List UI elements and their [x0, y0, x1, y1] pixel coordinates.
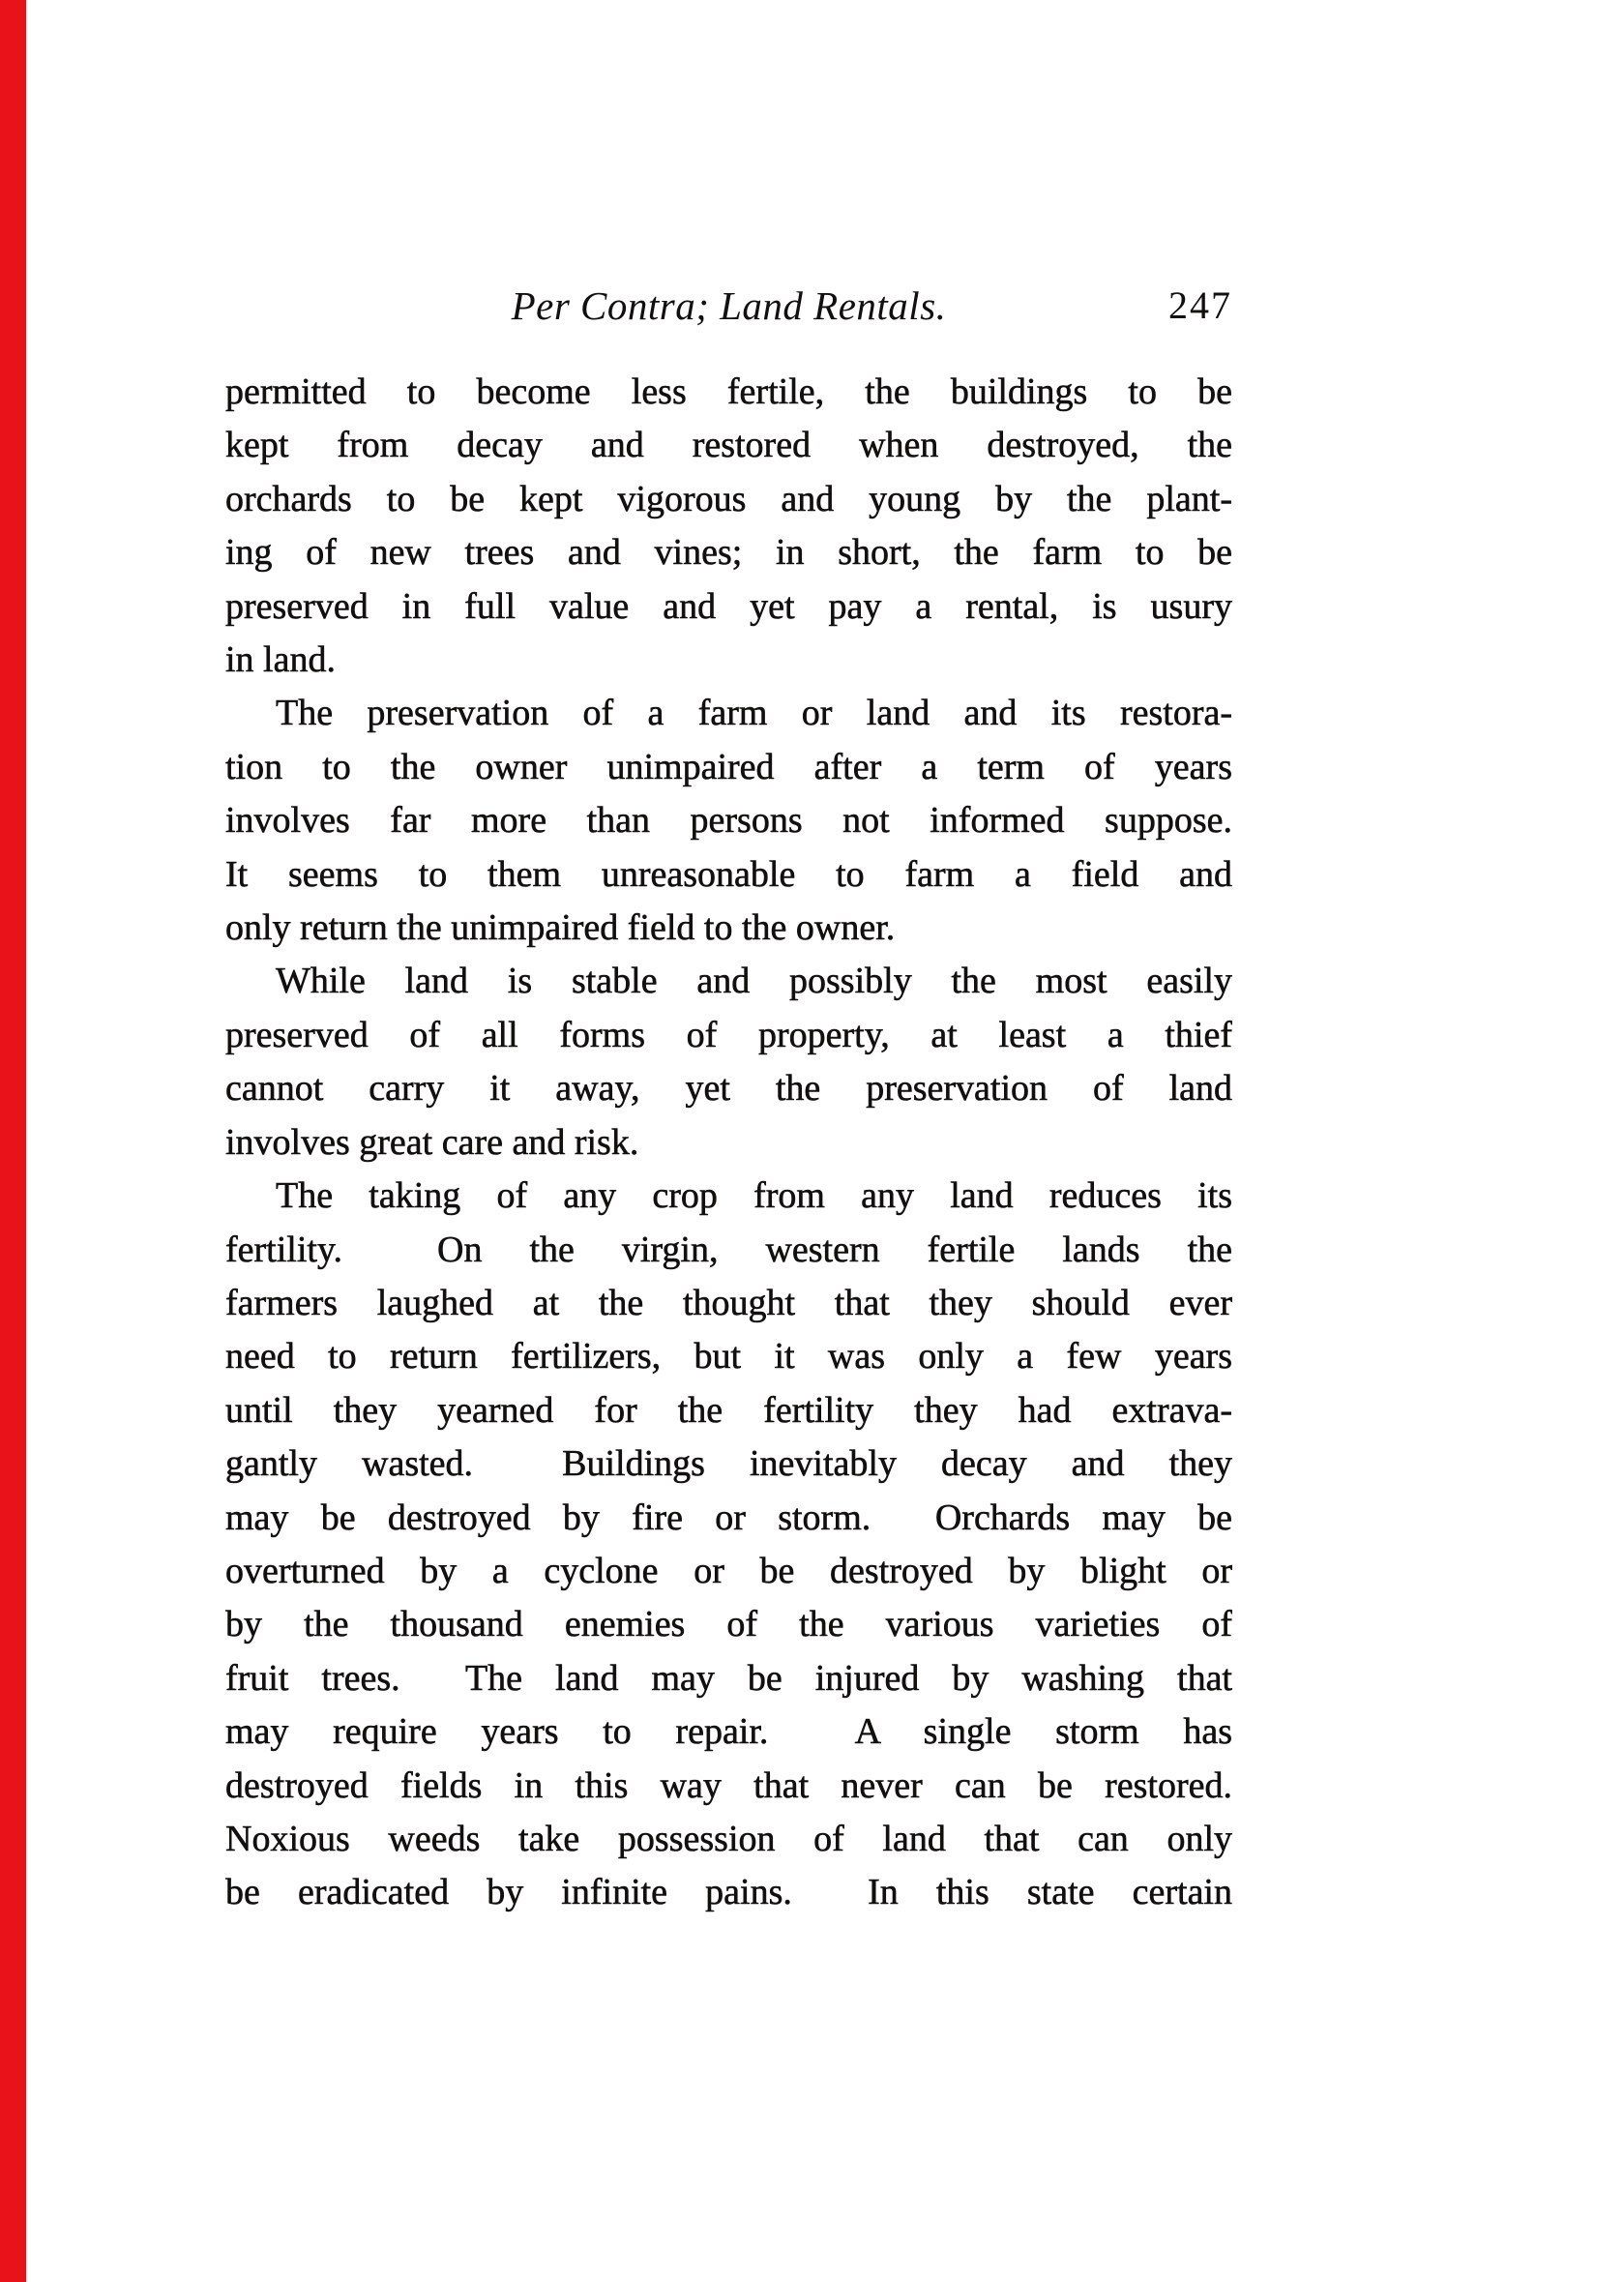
body-line: may be destroyed by fire or storm. Orchards may be [225, 1497, 1232, 1538]
body-line: in land. [225, 639, 336, 681]
body-line: kept from decay and restored when destroyed, the [225, 425, 1232, 466]
page-number: 247 [1168, 283, 1232, 327]
body-line: cannot carry it away, yet the preservation of land [225, 1068, 1232, 1110]
body-line: until they yearned for the fertility they had extrava- [225, 1389, 1232, 1431]
body-line: preserved of all forms of property, at least a thief [225, 1014, 1232, 1055]
body-line: involves far more than persons not informed suppose. [225, 800, 1232, 842]
body-line: by the thousand enemies of the various varieties of [225, 1604, 1232, 1645]
body-line: fruit trees. The land may be injured by washing that [225, 1657, 1232, 1699]
body-line: While land is stable and possibly the most easily [276, 961, 1232, 1002]
body-line: tion to the owner unimpaired after a term of years [225, 746, 1232, 787]
body-line: The preservation of a farm or land and its restora- [276, 693, 1232, 734]
body-line: destroyed fields in this way that never can be restored. [225, 1764, 1232, 1806]
body-line: orchards to be kept vigorous and young by the plant- [225, 478, 1232, 519]
body-line: The taking of any crop from any land reduces its [276, 1175, 1232, 1217]
body-line: preserved in full value and yet pay a rental, is usury [225, 585, 1232, 627]
body-line: farmers laughed at the thought that they should ever [225, 1282, 1232, 1323]
book-spine-red-strip [0, 0, 26, 2282]
body-line: may require years to repair. A single storm has [225, 1711, 1232, 1753]
body-line: Noxious weeds take possession of land that can only [225, 1818, 1232, 1859]
body-line: gantly wasted. Buildings inevitably decay and they [225, 1443, 1232, 1485]
body-line: permitted to become less fertile, the buildings to be [225, 371, 1232, 412]
header-title: Per Contra; Land Rentals. [511, 283, 947, 328]
page-header [225, 281, 1232, 331]
body-text [225, 366, 1232, 1920]
body-line: involves great care and risk. [225, 1121, 639, 1163]
body-line: overturned by a cyclone or be destroyed by blight or [225, 1550, 1232, 1591]
body-line: ing of new trees and vines; in short, the farm to be [225, 532, 1232, 574]
body-line: It seems to them unreasonable to farm a field and [225, 853, 1232, 895]
body-line: need to return fertilizers, but it was only a few years [225, 1336, 1232, 1378]
body-line: be eradicated by infinite pains. In this state certain [225, 1872, 1232, 1913]
body-line: fertility. On the virgin, western fertile lands the [225, 1229, 1232, 1270]
body-line: only return the unimpaired field to the owner. [225, 907, 896, 949]
